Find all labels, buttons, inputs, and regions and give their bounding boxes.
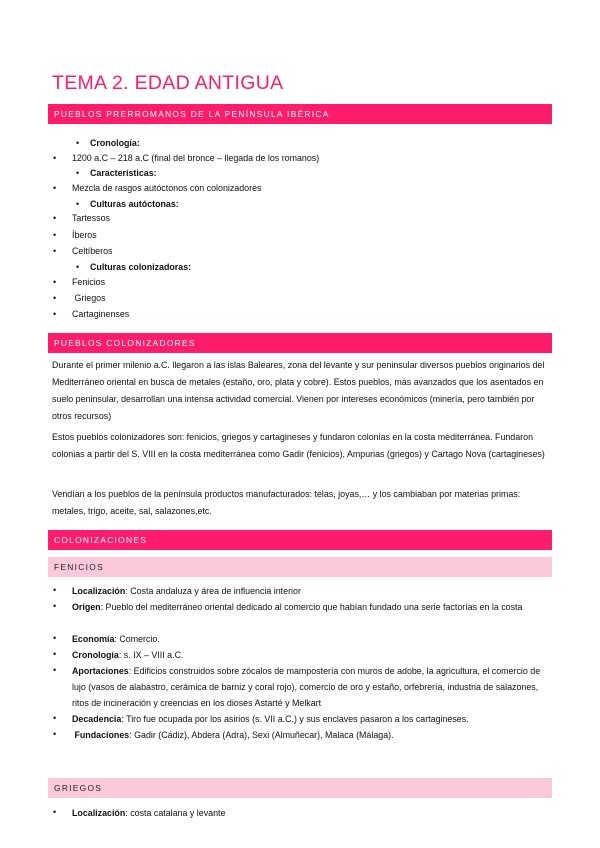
bullet-icon: • xyxy=(53,153,57,163)
list-item xyxy=(53,711,552,727)
autoctona-item: Íberos xyxy=(72,230,97,240)
bullet-icon: • xyxy=(53,585,57,595)
bullet-icon: • xyxy=(76,168,80,178)
item-text: : Gadir (Cádiz), Abdera (Adra), Sexi (Almuñecar), Malaca (Málaga). xyxy=(129,730,394,740)
bullet-icon: • xyxy=(53,277,57,287)
caracteristicas-value: Mezcla de rasgos autóctonos con colonizadores xyxy=(72,183,262,193)
autoctona-item: Celtíberos xyxy=(72,246,113,256)
bullet-icon: • xyxy=(53,246,57,256)
item-label: Origen xyxy=(72,602,101,612)
list-item xyxy=(53,599,552,615)
item-text: : Edificios construidos sobre zócalos de mampostería con muros de adobe, la agricultura, el comercio de lujo (vasos de alabastro, cerámica de barniz y coral rojo), comercio de oro y estaño, orfebrería, industria de salazones, ritos de incineración y creencias en los dioses Astarté y Melkart xyxy=(72,666,541,708)
bullet-icon: • xyxy=(53,213,57,223)
item-label: Localización xyxy=(72,586,126,596)
item-text: : Pueblo del mediterráneo oriental dedicado al comercio que habían fundado una serie factorías en la costa xyxy=(100,602,523,612)
paragraph: Estos pueblos colonizadores son: fenicios, griegos y cartagineses y fundaron colonias en la costa mediterránea. Fundaron colonias a partir del S. VIII en la costa mediterránea como Gadir (fenicios), Ampurias (griegos) y Cartago Nova (cartagineses) xyxy=(52,432,545,459)
list-item xyxy=(53,727,552,743)
item-text: : s. IX – VIII a.C. xyxy=(118,650,184,660)
bullet-icon: • xyxy=(53,665,57,675)
autoctona-item: Tartessos xyxy=(72,213,110,223)
cronologia-label: Cronología: xyxy=(90,138,140,148)
page-title: TEMA 2. EDAD ANTIGUA xyxy=(52,72,284,94)
item-label: Decadencia xyxy=(72,714,122,724)
paragraph: Vendían a los pueblos de la península productos manufacturados: telas, joyas,… y los cambiaban por materias primas: metales, trigo, aceite, sal, salazones,etc. xyxy=(52,489,521,516)
bullet-icon: • xyxy=(53,713,57,723)
subsection-header-fenicios: FENICIOS xyxy=(48,557,552,577)
bullet-icon: • xyxy=(53,601,57,611)
list-item xyxy=(53,631,552,647)
item-text: : Comercio. xyxy=(114,634,160,644)
list-item xyxy=(53,647,552,663)
item-label: Localización xyxy=(72,808,126,818)
item-text: : Costa andaluza y área de influencia interior xyxy=(125,586,301,596)
bullet-icon: • xyxy=(53,293,57,303)
colonizadora-item: Griegos xyxy=(72,293,106,303)
item-label: Fundaciones xyxy=(72,730,130,740)
bullet-icon: • xyxy=(53,309,57,319)
section-header-prerromanos: PUEBLOS PRERROMANOS DE LA PENÍNSULA IBÉRICA xyxy=(48,104,552,124)
item-label: Cronología xyxy=(72,650,119,660)
colonizadoras-label: Culturas colonizadoras: xyxy=(90,262,192,272)
bullet-icon: • xyxy=(53,633,57,643)
item-text: : Tiro fue ocupada por los asirios (s. VII a.C.) y sus enclaves pasaron a los cartagineses. xyxy=(121,714,469,724)
list-item xyxy=(53,805,552,821)
bullet-icon: • xyxy=(53,729,57,739)
bullet-icon: • xyxy=(76,199,80,209)
subsection-header-griegos: GRIEGOS xyxy=(48,778,552,798)
bullet-icon: • xyxy=(76,138,80,148)
paragraph: Durante el primer milenio a.C. llegaron a las islas Baleares, zona del levante y sur peninsular diversos pueblos originarios del Mediterráneo oriental en busca de metales (estaño, oro, plata y cobre). Estos pueblos, más avanzados que los asentados en suelo peninsular, desarrollan una intensa actividad comercial. Vienen por intereses económicos (minería, pero también por otros recursos) xyxy=(52,360,545,421)
bullet-icon: • xyxy=(76,262,80,272)
bullet-icon: • xyxy=(53,230,57,240)
section-header-colonizadores: PUEBLOS COLONIZADORES xyxy=(48,333,552,353)
caracteristicas-label: Características: xyxy=(90,168,157,178)
item-label: Economía xyxy=(72,634,115,644)
colonizadora-item: Cartaginenses xyxy=(72,309,130,319)
bullet-icon: • xyxy=(53,807,57,817)
colonizadora-item: Fenicios xyxy=(72,277,106,287)
list-item xyxy=(53,663,552,711)
bullet-icon: • xyxy=(53,183,57,193)
list-item xyxy=(53,583,552,599)
cronologia-value: 1200 a.C – 218 a.C (final del bronce – llegada de los romanos) xyxy=(72,153,320,163)
autoctonas-label: Culturas autóctonas: xyxy=(90,199,179,209)
item-label: Aportaciones xyxy=(72,666,129,676)
section-header-colonizaciones: COLONIZACIONES xyxy=(48,530,552,550)
bullet-icon: • xyxy=(53,649,57,659)
item-text: : costa catalana y levante xyxy=(125,808,226,818)
